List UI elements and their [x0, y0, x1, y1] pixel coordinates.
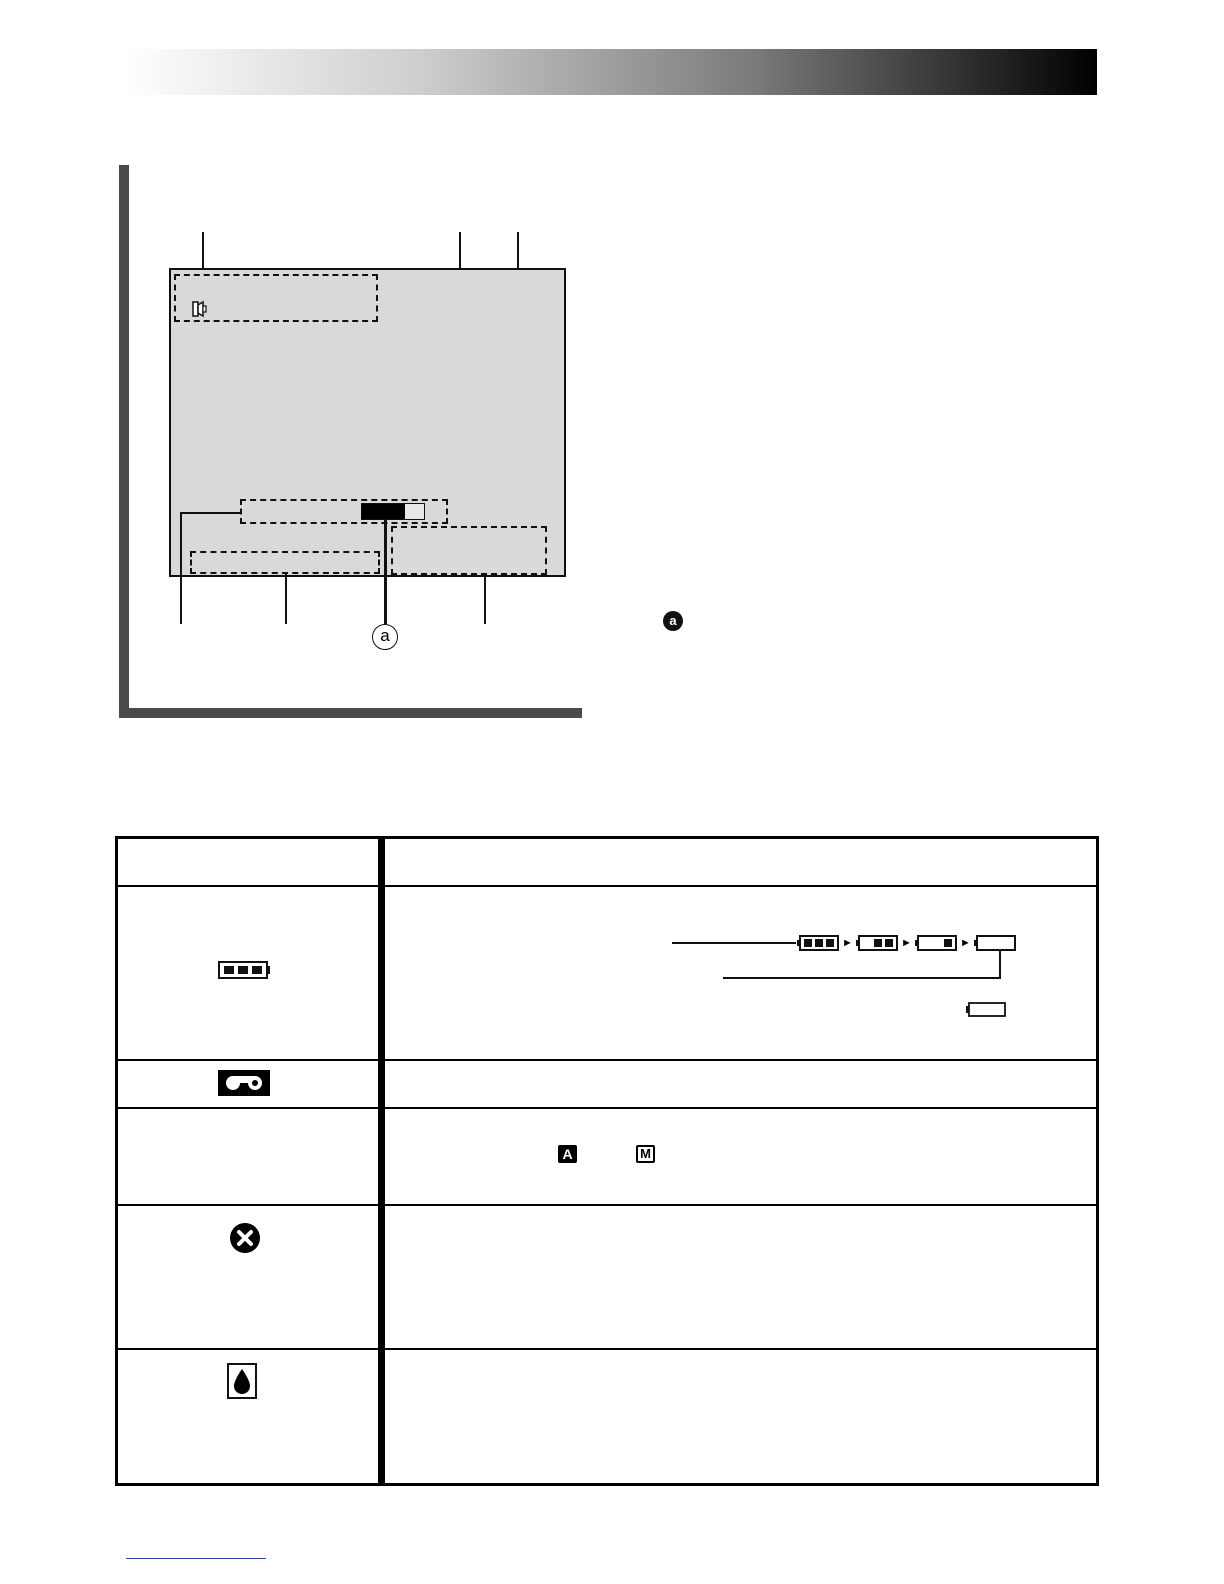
battery-full-icon: [218, 961, 270, 979]
frame-bottom-edge: [119, 708, 582, 718]
callout-line-top-2: [459, 232, 461, 270]
callout-marker-a: a: [372, 624, 398, 650]
tape-remaining-bar: [361, 503, 425, 520]
footer-link-underline[interactable]: [126, 1558, 266, 1559]
table-row-line: [118, 1059, 1096, 1061]
callout-line-bottom-a: [384, 520, 387, 624]
battery-empty-leader-vertical: [999, 951, 1001, 978]
warning-x-icon: [229, 1222, 261, 1254]
table-row-line: [118, 1107, 1096, 1109]
indicator-table: [115, 836, 1099, 1486]
battery-3-bars-icon: [797, 935, 839, 951]
condensation-drop-icon: [227, 1363, 257, 1399]
auto-mode-icon: A: [558, 1145, 577, 1163]
tape-remaining-bar-fill: [362, 504, 405, 519]
battery-empty-small-icon: [966, 1002, 1006, 1017]
arrow-right-icon: ►: [842, 937, 853, 949]
manual-mode-icon: M: [636, 1145, 655, 1163]
callout-line-bottom-3: [484, 575, 486, 624]
table-row-line: [118, 1204, 1096, 1206]
callout-elbow-horizontal: [180, 512, 240, 514]
table-row-line: [118, 1348, 1096, 1350]
arrow-right-icon: ►: [901, 937, 912, 949]
battery-empty-icon: [974, 935, 1016, 951]
battery-2-bars-icon: [856, 935, 898, 951]
callout-line-top-3: [517, 232, 519, 270]
callout-line-top-1: [202, 232, 204, 270]
header-gradient-bar: [122, 49, 1097, 95]
frame-left-edge: [119, 165, 129, 718]
note-marker-a: a: [663, 611, 683, 631]
tape-cassette-icon: [218, 1070, 270, 1096]
battery-sequence-leader-line: [672, 942, 796, 944]
speaker-icon: [192, 300, 208, 318]
bottom-left-indicator-area: [190, 551, 380, 574]
table-column-divider: [378, 839, 385, 1483]
callout-line-bottom-1: [180, 512, 182, 624]
table-header-line: [118, 885, 1096, 887]
arrow-right-icon: ►: [960, 937, 971, 949]
bottom-right-indicator-area: [391, 526, 547, 575]
battery-1-bar-icon: [915, 935, 957, 951]
callout-line-bottom-2: [285, 574, 287, 624]
battery-empty-leader-horizontal: [723, 977, 1001, 979]
